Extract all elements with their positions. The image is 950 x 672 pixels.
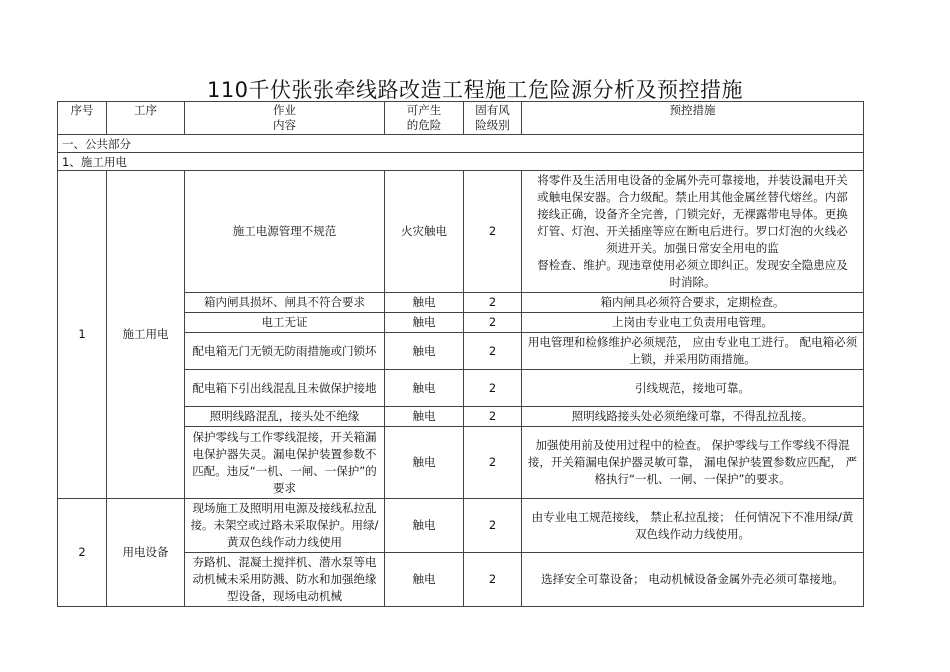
row-content: 现场施工及照明用电源及接线私拉乱接。未架空或过路未采取保护。用绿/黄双色线作动力线使用 [185,499,385,553]
table-row [58,171,864,293]
row-hazard: 触电 [385,407,464,427]
row-measures: 引线规范，接地可靠。 [522,370,864,407]
row-content: 施工电源管理不规范 [185,171,385,293]
measure-line: 须进开关。加强日常安全用电的监 [606,241,779,255]
header-hazard-line2: 的危险 [406,118,442,132]
measure-line: 时消除。 [669,275,716,289]
risk-table [57,101,864,607]
header-process: 工序 [107,102,185,135]
header-row [58,102,864,135]
document-title: 110千伏张张牵线路改造工程施工危险源分析及预控措施 [206,78,744,102]
measure-line: 或触电保安器。合力级配。禁止用其他金属丝替代熔丝。内部 [537,190,848,204]
row-level: 2 [464,427,522,499]
row-measures: 加强使用前及使用过程中的检查。 保护零线与工作零线不得混接，开关箱漏电保护器灵敏可靠， 漏电保护装置参数应匹配， 严格执行“一机、一闸、一保护”的要求。 [522,427,864,499]
row-measures: 上岗由专业电工负责用电管理。 [522,313,864,333]
measure-line: 接线正确，设备齐全完善，门锁完好，无裸露带电导体。更换 [537,207,848,221]
row-level: 2 [464,313,522,333]
measure-line: 灯管、灯泡、开关插座等应在断电后进行。罗口灯泡的火线必 [537,224,848,238]
header-level-line2: 险级别 [475,118,510,132]
row-hazard: 触电 [385,293,464,313]
row-measures: 照明线路接头处必须绝缘可靠，不得乱拉乱接。 [522,407,864,427]
header-content-line2: 内容 [273,118,296,132]
header-measures: 预控措施 [522,102,864,135]
section-row [58,135,864,153]
row-level: 2 [464,333,522,370]
header-hazard-line1: 可产生 [406,103,442,117]
row-measures: 由专业电工规范接线， 禁止私拉乱接； 任何情况下不准用绿/黄双色线作动力线使用。 [522,499,864,553]
header-hazard [385,102,464,135]
row-content: 照明线路混乱，接头处不绝缘 [185,407,385,427]
row-content: 保护零线与工作零线混接，开关箱漏电保护器失灵。漏电保护装置参数不匹配。违反“一机、一闸、一保护”的要求 [185,427,385,499]
row-level: 2 [464,553,522,607]
row-content: 配电箱下引出线混乱且未做保护接地 [185,370,385,407]
section-title: 一、公共部分 [58,135,864,153]
row-hazard: 触电 [385,499,464,553]
row-measures: 选择安全可靠设备； 电动机械设备金属外壳必须可靠接地。 [522,553,864,607]
row-measures: 用电管理和检修维护必须规范， 应由专业电工进行。 配电箱必须上锁，并采用防雨措施。 [522,333,864,370]
row-content: 电工无证 [185,313,385,333]
measure-line: 将零件及生活用电设备的金属外壳可靠接地，并装设漏电开关 [537,173,848,187]
row-level: 2 [464,499,522,553]
row-measures [522,171,864,293]
measure-line: 督检查、维护。现违章使用必须立即纠正。发现安全隐患应及 [537,258,848,272]
subsection-title: 1、施工用电 [58,153,864,171]
row-measures: 箱内闸具必须符合要求，定期检查。 [522,293,864,313]
row-process: 施工用电 [107,171,185,499]
header-content [185,102,385,135]
header-level [464,102,522,135]
row-hazard: 触电 [385,333,464,370]
header-seq: 序号 [58,102,107,135]
row-content: 箱内闸具损坏、闸具不符合要求 [185,293,385,313]
row-content: 配电箱无门无锁无防雨措施或门锁坏 [185,333,385,370]
row-hazard: 触电 [385,313,464,333]
header-level-line1: 固有风 [475,103,510,117]
row-hazard: 触电 [385,553,464,607]
row-hazard: 火灾触电 [385,171,464,293]
row-process: 用电设备 [107,499,185,607]
row-seq: 2 [58,499,107,607]
row-level: 2 [464,171,522,293]
row-content: 夯路机、混凝土搅拌机、潜水泵等电动机械未采用防溅、防水和加强绝缘型设备，现场电动机械 [185,553,385,607]
subsection-row [58,153,864,171]
row-seq: 1 [58,171,107,499]
row-level: 2 [464,293,522,313]
row-level: 2 [464,370,522,407]
table-row [58,499,864,553]
header-content-line1: 作业 [273,103,296,117]
row-hazard: 触电 [385,427,464,499]
row-hazard: 触电 [385,370,464,407]
row-level: 2 [464,407,522,427]
